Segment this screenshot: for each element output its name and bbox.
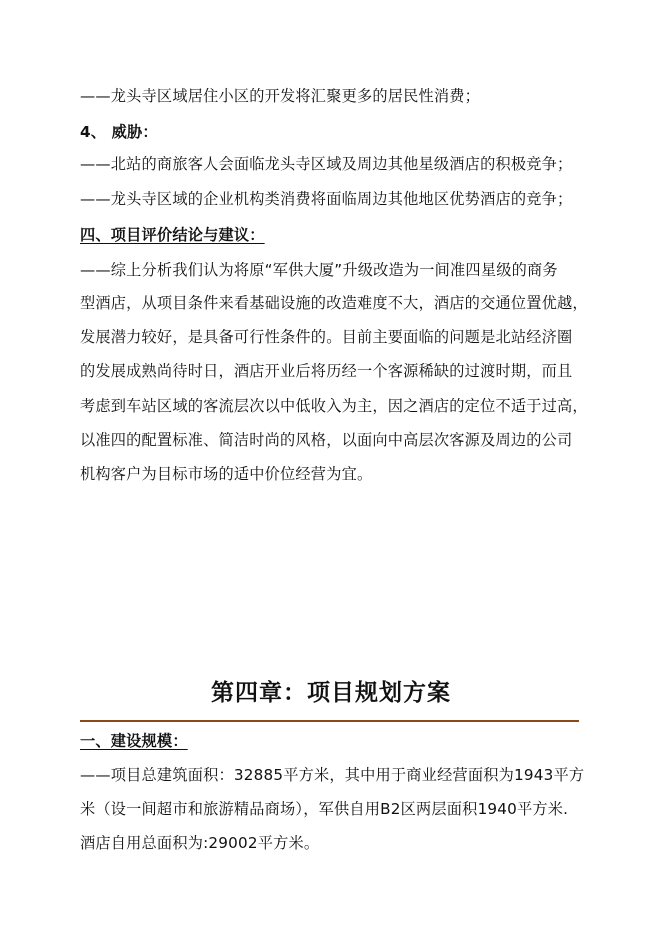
chapter-divider (80, 720, 579, 722)
conclusion-line: 型酒店，从项目条件来看基础设施的改造难度不大，酒店的交通位置优越， (80, 294, 588, 312)
conclusion-line: 机构客户为目标市场的适中价位经营为宜。 (80, 465, 373, 483)
paragraph-north-station-competition: ——北站的商旅客人会面临龙头寺区域及周边其他星级酒店的积极竞争； (80, 155, 573, 173)
conclusion-line: 考虑到车站区域的客流层次以中低收入为主，因之酒店的定位不适于过高， (80, 397, 588, 415)
heading-evaluation-conclusion: 四、项目评价结论与建议： (80, 226, 265, 244)
conclusion-line: 的发展成熟尚待时日，酒店开业后将历经一个客源稀缺的过渡时期，而且 (80, 362, 573, 380)
paragraph-enterprise-competition: ——龙头寺区域的企业机构类消费将面临周边其他地区优势酒店的竞争； (80, 190, 573, 208)
scale-line: 米（设一间超市和旅游精品商场），军供自用B2区两层面积1940平方米. (80, 800, 569, 818)
paragraph-residential-consumption: ——龙头寺区域居住小区的开发将汇聚更多的居民性消费； (80, 87, 481, 105)
heading-threats: 4、 威胁： (80, 123, 158, 141)
heading-construction-scale: 一、建设规模： (80, 732, 188, 750)
conclusion-line: ——综上分析我们认为将原“军供大厦”升级改造为一间准四星级的商务 (80, 261, 558, 279)
scale-line: ——项目总建筑面积：32885平方米，其中用于商业经营面积为1943平方 (80, 766, 585, 784)
scale-line: 酒店自用总面积为:29002平方米。 (80, 834, 320, 852)
chapter-title: 第四章：项目规划方案 (211, 680, 451, 706)
conclusion-line: 发展潜力较好，是具备可行性条件的。目前主要面临的问题是北站经济圈 (80, 328, 573, 346)
conclusion-line: 以准四的配置标准、简洁时尚的风格，以面向中高层次客源及周边的公司 (80, 431, 573, 449)
